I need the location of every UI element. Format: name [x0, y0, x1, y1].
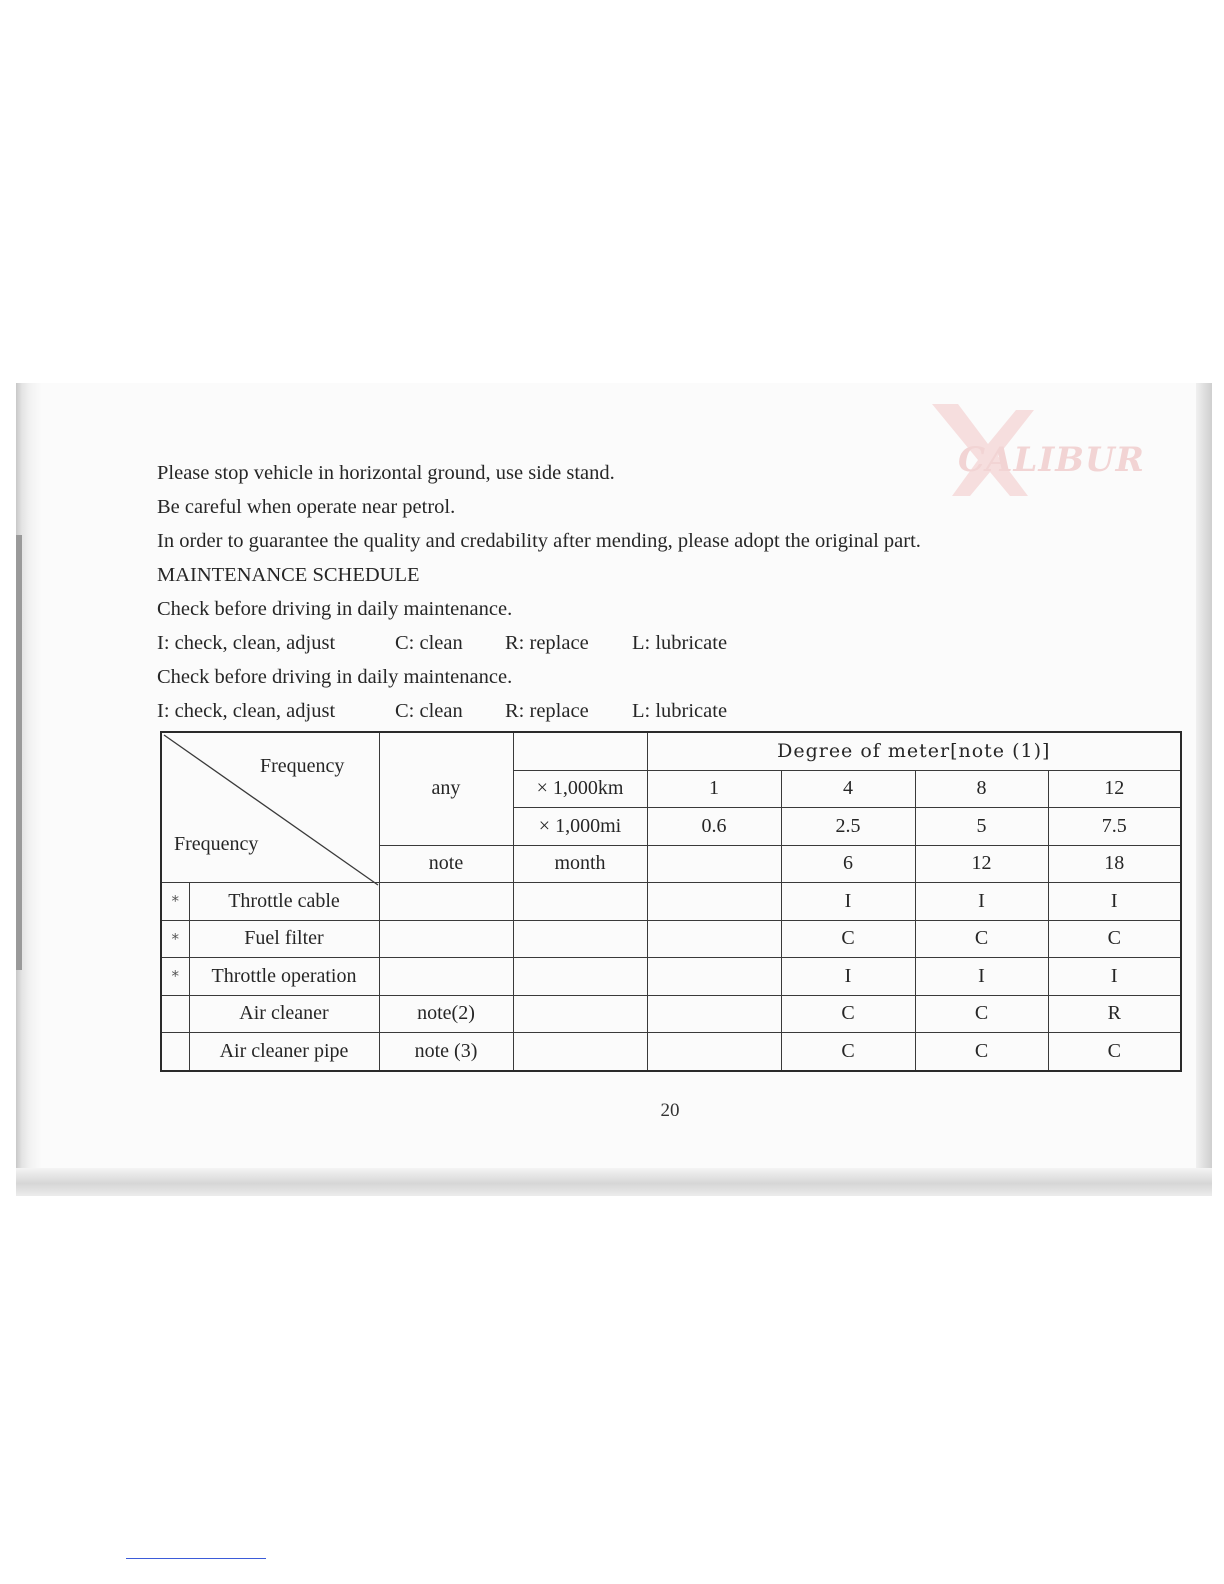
- any-header: any: [379, 732, 513, 845]
- intro-line-2: Be careful when operate near petrol.: [157, 496, 456, 518]
- check-line-2: Check before driving in daily maintenance.: [157, 666, 513, 688]
- action-12k: R: [1048, 995, 1181, 1033]
- item-name: Air cleaner: [189, 995, 379, 1033]
- item-note: [379, 883, 513, 921]
- table-row: [161, 920, 1181, 958]
- action-4k: I: [781, 958, 915, 996]
- empty-cell: [647, 1033, 781, 1071]
- empty-cell: [513, 995, 647, 1033]
- empty-cell: [513, 920, 647, 958]
- blank-header-cell: [513, 732, 647, 770]
- page-number: 20: [660, 1100, 680, 1121]
- table-row: [161, 1033, 1181, 1071]
- mi-value: 5: [915, 808, 1048, 846]
- unit-month-label: month: [513, 845, 647, 883]
- critical-marker: *: [161, 920, 189, 958]
- month-value-empty: [647, 845, 781, 883]
- header-row-1: [161, 732, 1181, 770]
- empty-cell: [513, 958, 647, 996]
- empty-cell: [647, 995, 781, 1033]
- page-bottom-edge: [16, 1168, 1212, 1196]
- empty-cell: [647, 958, 781, 996]
- action-12k: C: [1048, 920, 1181, 958]
- mi-value: 0.6: [647, 808, 781, 846]
- degree-header: Degree of meter[note (1)]: [647, 732, 1181, 770]
- action-8k: I: [915, 958, 1048, 996]
- critical-marker: [161, 995, 189, 1033]
- action-12k: I: [1048, 958, 1181, 996]
- schedule-title: MAINTENANCE SCHEDULE: [157, 564, 420, 586]
- legend-replace: R: replace: [505, 700, 589, 722]
- item-name: Throttle operation: [189, 958, 379, 996]
- table-row: [161, 995, 1181, 1033]
- month-value: 6: [781, 845, 915, 883]
- km-value: 1: [647, 770, 781, 808]
- legend-line-2: [157, 694, 921, 728]
- item-name: Throttle cable: [189, 883, 379, 921]
- empty-cell: [513, 883, 647, 921]
- action-4k: C: [781, 920, 915, 958]
- intro-line-3: In order to guarantee the quality and credability after mending, please adopt the original part.: [157, 530, 921, 552]
- critical-marker: *: [161, 958, 189, 996]
- item-name: Air cleaner pipe: [189, 1033, 379, 1071]
- legend-lubricate: L: lubricate: [632, 700, 728, 722]
- month-value: 18: [1048, 845, 1181, 883]
- empty-cell: [647, 920, 781, 958]
- legend-line-1: [157, 626, 921, 660]
- table-row: [161, 883, 1181, 921]
- critical-marker: [161, 1033, 189, 1071]
- critical-marker: *: [161, 883, 189, 921]
- watermark-logo-text: CALIBUR: [958, 440, 1145, 480]
- action-8k: I: [915, 883, 1048, 921]
- action-4k: I: [781, 883, 915, 921]
- action-8k: C: [915, 1033, 1048, 1071]
- action-12k: I: [1048, 883, 1181, 921]
- km-value: 4: [781, 770, 915, 808]
- page-binding-shadow: [16, 535, 22, 970]
- empty-cell: [513, 1033, 647, 1071]
- empty-cell: [647, 883, 781, 921]
- check-line-1: Check before driving in daily maintenance.: [157, 598, 513, 620]
- corner-label-top: Frequency: [260, 755, 345, 777]
- action-8k: C: [915, 995, 1048, 1033]
- action-8k: C: [915, 920, 1048, 958]
- item-note: note(2): [379, 995, 513, 1033]
- legend-inspect: I: check, clean, adjust: [157, 632, 336, 654]
- km-value: 8: [915, 770, 1048, 808]
- month-value: 12: [915, 845, 1048, 883]
- item-note: [379, 920, 513, 958]
- action-4k: C: [781, 995, 915, 1033]
- intro-text: [157, 456, 921, 728]
- table-row: [161, 958, 1181, 996]
- mi-value: 2.5: [781, 808, 915, 846]
- legend-inspect: I: check, clean, adjust: [157, 700, 336, 722]
- note-header: note: [379, 845, 513, 883]
- legend-clean: C: clean: [395, 632, 463, 654]
- maintenance-schedule-table: [160, 731, 1182, 1072]
- unit-mi-label: × 1,000mi: [513, 808, 647, 846]
- km-value: 12: [1048, 770, 1181, 808]
- item-note: [379, 958, 513, 996]
- item-note: note (3): [379, 1033, 513, 1071]
- legend-clean: C: clean: [395, 700, 463, 722]
- legend-lubricate: L: lubricate: [632, 632, 728, 654]
- page-right-edge: [1196, 383, 1212, 1183]
- legend-replace: R: replace: [505, 632, 589, 654]
- item-name: Fuel filter: [189, 920, 379, 958]
- intro-line-1: Please stop vehicle in horizontal ground, use side stand.: [157, 462, 615, 484]
- unit-km-label: × 1,000km: [513, 770, 647, 808]
- mi-value: 7.5: [1048, 808, 1181, 846]
- corner-label-bottom: Frequency: [174, 833, 259, 855]
- footnote-rule: [126, 1558, 266, 1559]
- action-12k: C: [1048, 1033, 1181, 1071]
- table-corner-cell: [161, 732, 379, 883]
- action-4k: C: [781, 1033, 915, 1071]
